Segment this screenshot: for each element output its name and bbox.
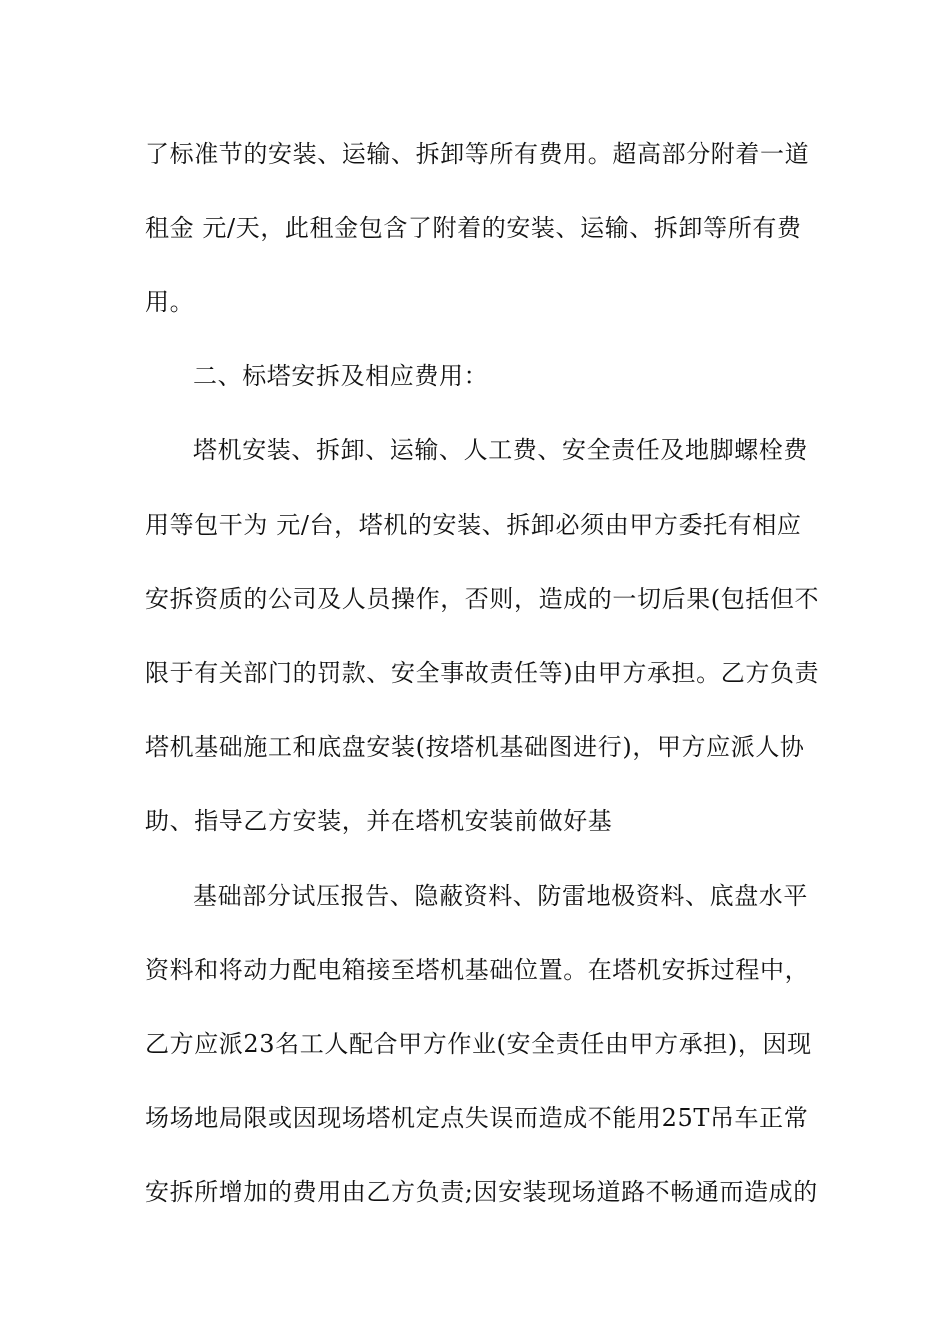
section-heading: 二、标塔安拆及相应费用：	[193, 362, 489, 390]
paragraph-line: 用等包干为 元/台，塔机的安装、拆卸必须由甲方委托有相应	[145, 511, 802, 539]
paragraph-line: 了标准节的安装、运输、拆卸等所有费用。超高部分附着一道	[145, 140, 810, 168]
paragraph-line: 租金 元/天，此租金包含了附着的安装、运输、拆卸等所有费	[145, 214, 802, 242]
paragraph-line: 用。	[145, 288, 195, 316]
paragraph-line: 安拆资质的公司及人员操作，否则，造成的一切后果(包括但不	[145, 585, 820, 613]
paragraph-line: 乙方应派23名工人配合甲方作业(安全责任由甲方承担)，因现	[145, 1030, 812, 1058]
paragraph-line: 基础部分试压报告、隐蔽资料、防雷地极资料、底盘水平	[193, 882, 808, 910]
paragraph-line: 塔机基础施工和底盘安装(按塔机基础图进行)，甲方应派人协	[145, 733, 805, 761]
paragraph-line: 助、指导乙方安装，并在塔机安装前做好基	[145, 807, 613, 835]
paragraph-line: 限于有关部门的罚款、安全事故责任等)由甲方承担。乙方负责	[145, 659, 820, 687]
paragraph-line: 塔机安装、拆卸、运输、人工费、安全责任及地脚螺栓费	[193, 436, 808, 464]
paragraph-line: 资料和将动力配电箱接至塔机基础位置。在塔机安拆过程中，	[145, 956, 810, 984]
paragraph-line: 安拆所增加的费用由乙方负责;因安装现场道路不畅通而造成的	[145, 1178, 818, 1206]
paragraph-line: 场场地局限或因现场塔机定点失误而造成不能用25T吊车正常	[145, 1104, 809, 1132]
